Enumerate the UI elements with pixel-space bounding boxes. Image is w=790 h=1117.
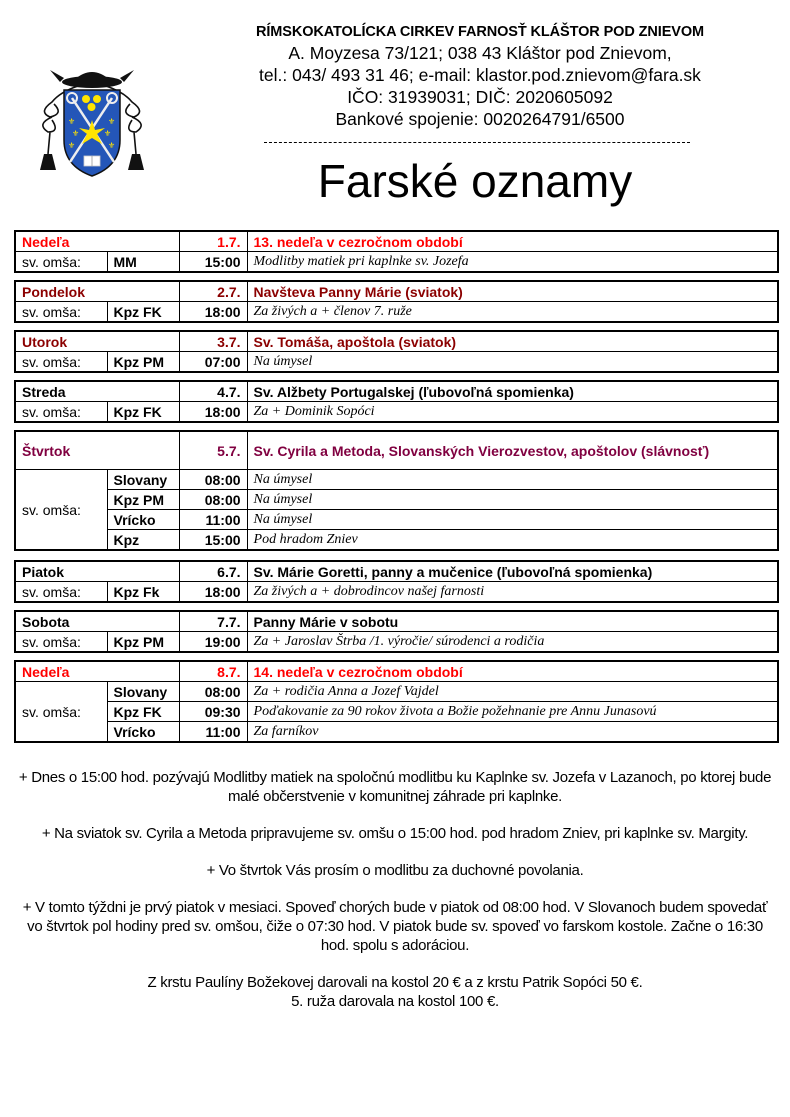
liturgical-feast: Sv. Cyrila a Metoda, Slovanských Vierozvestov, apoštolov (slávnosť) (247, 431, 778, 470)
day-block (14, 280, 779, 323)
mass-location: Slovany (107, 470, 179, 490)
mass-row (15, 722, 778, 743)
company-ids: IČO: 31939031; DIČ: 2020605092 (347, 87, 613, 107)
day-header-row (15, 611, 778, 632)
day-date: 1.7. (179, 231, 247, 252)
mass-label: sv. omša: (15, 582, 107, 603)
mass-intention: Poďakovanie za 90 rokov života a Božie požehnanie pre Annu Junasovú (247, 702, 778, 722)
svg-text:⚜: ⚜ (68, 117, 76, 126)
bank-details: Bankové spojenie: 0020264791/6500 (335, 109, 625, 129)
organization-name: RÍMSKOKATOLÍCKA CIRKEV FARNOSŤ KLÁŠTOR POD ZNIEVOM (255, 24, 704, 40)
mass-row (15, 352, 778, 373)
notice-item: Z krstu Paulíny Božekovej darovali na kostol 20 € a z krstu Patrik Sopóci 50 €. (147, 974, 643, 991)
day-header-row (15, 281, 778, 302)
day-date: 4.7. (179, 381, 247, 402)
day-header-row (15, 381, 778, 402)
mass-row (15, 470, 778, 490)
mass-time: 08:00 (179, 682, 247, 702)
mass-location: Kpz PM (107, 632, 179, 653)
mass-label: sv. omša: (15, 302, 107, 323)
liturgical-feast: Panny Márie v sobotu (247, 611, 778, 632)
mass-label: sv. omša: (15, 402, 107, 423)
mass-location: Kpz Fk (107, 582, 179, 603)
mass-time: 18:00 (179, 582, 247, 603)
day-block (14, 430, 779, 551)
day-block (14, 230, 779, 273)
liturgical-feast: Sv. Alžbety Portugalskej (ľubovoľná spomienka) (247, 381, 778, 402)
day-header-row (15, 661, 778, 682)
mass-time: 15:00 (179, 530, 247, 551)
day-block (14, 660, 779, 743)
notice-item: + Na sviatok sv. Cyrila a Metoda pripravujeme sv. omšu o 15:00 hod. pod hradom Zniev, pri kaplnke sv. Margity. (41, 825, 749, 842)
mass-intention: Na úmysel (247, 490, 778, 510)
liturgical-feast: Sv. Márie Goretti, panny a mučenice (ľubovoľná spomienka) (247, 561, 778, 582)
mass-row (15, 252, 778, 273)
mass-intention: Za farníkov (247, 722, 778, 743)
mass-label: sv. omša: (15, 682, 107, 743)
notice-item: + Dnes o 15:00 hod. pozývajú Modlitby matiek na spoločnú modlitbu ku Kaplnke sv. Jozefa v Lazanoch, po ktorej bude malé občerstvenie v komunitnej záhrade pri kaplnke. (18, 769, 772, 805)
mass-location: Kpz FK (107, 402, 179, 423)
mass-intention: Modlitby matiek pri kaplnke sv. Jozefa (247, 252, 778, 273)
day-block (14, 560, 779, 603)
day-date: 7.7. (179, 611, 247, 632)
day-name: Piatok (15, 561, 179, 582)
mass-time: 08:00 (179, 490, 247, 510)
mass-intention: Na úmysel (247, 352, 778, 373)
mass-row (15, 402, 778, 423)
day-block (14, 610, 779, 653)
mass-time: 18:00 (179, 302, 247, 323)
day-date: 6.7. (179, 561, 247, 582)
mass-intention: Na úmysel (247, 510, 778, 530)
mass-location: Slovany (107, 682, 179, 702)
mass-time: 18:00 (179, 402, 247, 423)
day-name: Pondelok (15, 281, 179, 302)
mass-time: 11:00 (179, 510, 247, 530)
mass-label: sv. omša: (15, 252, 107, 273)
parish-coat-of-arms-icon (30, 62, 155, 180)
day-block (14, 330, 779, 373)
day-name: Utorok (15, 331, 179, 352)
contact-line: tel.: 043/ 493 31 46; e-mail: klastor.pod.znievom@fara.sk (259, 65, 701, 85)
day-header-row (15, 431, 778, 470)
header-divider (264, 142, 690, 143)
mass-intention: Za živých a + členov 7. ruže (247, 302, 778, 323)
day-header-row (15, 561, 778, 582)
mass-location: MM (107, 252, 179, 273)
mass-location: Kpz PM (107, 490, 179, 510)
svg-text:⚜: ⚜ (72, 129, 80, 138)
mass-label: sv. omša: (15, 632, 107, 653)
mass-row (15, 510, 778, 530)
mass-intention: Pod hradom Zniev (247, 530, 778, 551)
notice-item: 5. ruža darovala na kostol 100 €. (291, 993, 499, 1010)
mass-row (15, 530, 778, 551)
svg-text:⚜: ⚜ (108, 117, 116, 126)
mass-intention: Za + Jaroslav Štrba /1. výročie/ súrodenci a rodičia (247, 632, 778, 653)
mass-row (15, 632, 778, 653)
mass-location: Kpz FK (107, 302, 179, 323)
day-date: 3.7. (179, 331, 247, 352)
day-header-row (15, 231, 778, 252)
mass-intention: Na úmysel (247, 470, 778, 490)
day-header-row (15, 331, 778, 352)
mass-row (15, 702, 778, 722)
mass-time: 11:00 (179, 722, 247, 743)
svg-text:⚜: ⚜ (68, 141, 76, 150)
mass-label: sv. omša: (15, 352, 107, 373)
svg-text:⚜: ⚜ (108, 141, 116, 150)
page-title: Farské oznamy (317, 155, 633, 207)
mass-location: Kpz (107, 530, 179, 551)
mass-time: 09:30 (179, 702, 247, 722)
liturgical-feast: Sv. Tomáša, apoštola (sviatok) (247, 331, 778, 352)
notice-item: + V tomto týždni je prvý piatok v mesiaci. Spoveď chorých bude v piatok od 08:00 hod. V Slovanoch budem spovedať vo štvrtok pol hodiny pred sv. omšou, čiže o 07:30 hod. V piatok bude sv. spoveď vo farskom kostole. Začne o 16:30 hod. spolu s adoráciou. (22, 899, 768, 954)
day-date: 2.7. (179, 281, 247, 302)
mass-time: 08:00 (179, 470, 247, 490)
day-name: Nedeľa (15, 661, 179, 682)
mass-location: Kpz PM (107, 352, 179, 373)
mass-label: sv. omša: (15, 470, 107, 551)
mass-location: Kpz FK (107, 702, 179, 722)
mass-location: Vrícko (107, 510, 179, 530)
day-date: 8.7. (179, 661, 247, 682)
mass-row (15, 302, 778, 323)
notice-item: + Vo štvrtok Vás prosím o modlitbu za duchovné povolania. (206, 862, 584, 879)
mass-time: 15:00 (179, 252, 247, 273)
mass-time: 07:00 (179, 352, 247, 373)
liturgical-feast: Navšteva Panny Márie (sviatok) (247, 281, 778, 302)
day-name: Sobota (15, 611, 179, 632)
mass-row (15, 682, 778, 702)
day-name: Nedeľa (15, 231, 179, 252)
mass-row (15, 490, 778, 510)
announcements (14, 768, 776, 1011)
mass-intention: Za + rodičia Anna a Jozef Vajdel (247, 682, 778, 702)
day-block (14, 380, 779, 423)
day-name: Štvrtok (15, 431, 179, 470)
address: A. Moyzesa 73/121; 038 43 Kláštor pod Znievom, (288, 43, 672, 63)
day-date: 5.7. (179, 431, 247, 470)
mass-intention: Za živých a + dobrodincov našej farnosti (247, 582, 778, 603)
mass-row (15, 582, 778, 603)
mass-intention: Za + Dominik Sopóci (247, 402, 778, 423)
svg-text:⚜: ⚜ (104, 129, 112, 138)
mass-time: 19:00 (179, 632, 247, 653)
day-name: Streda (15, 381, 179, 402)
mass-location: Vrícko (107, 722, 179, 743)
liturgical-feast: 13. nedeľa v cezročnom období (247, 231, 778, 252)
liturgical-feast: 14. nedeľa v cezročnom období (247, 661, 778, 682)
